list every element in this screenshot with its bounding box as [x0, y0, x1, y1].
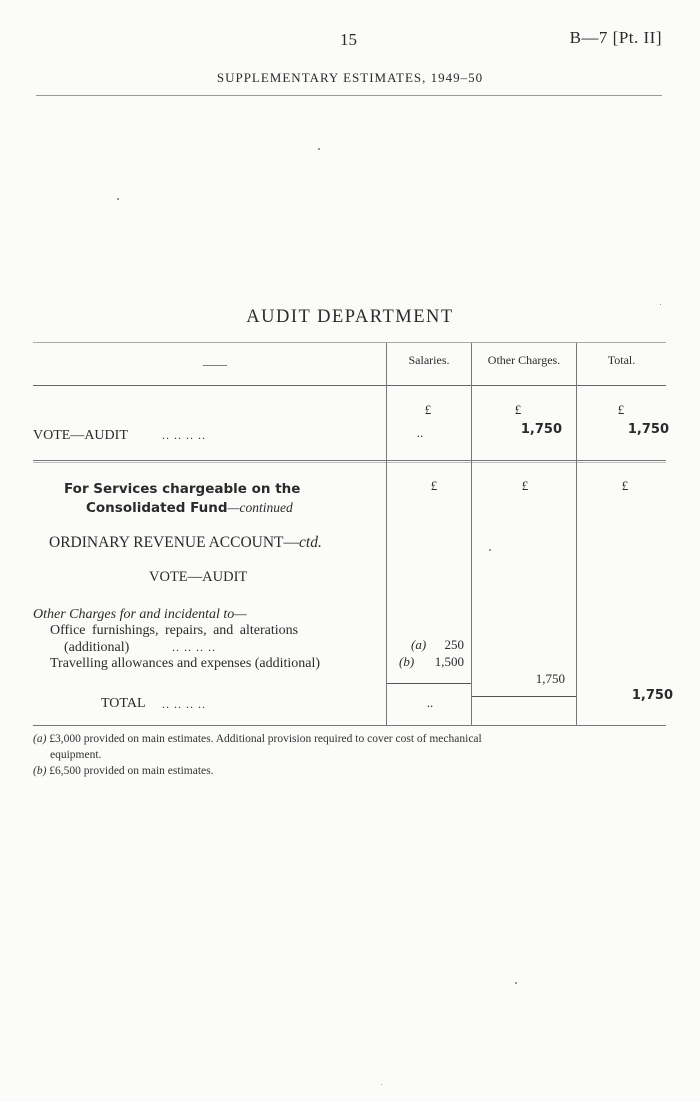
footnote-b-mark: (b) [33, 765, 47, 777]
item-2-salaries: 1,500 [434, 654, 464, 669]
section-heading-continued: —continued [227, 500, 293, 515]
summary-salaries: .. [416, 425, 424, 440]
table-top-rule [33, 342, 666, 343]
item-1-salaries: 250 [444, 637, 464, 652]
column-head-salaries: Salaries. [408, 353, 450, 367]
footnote-b-text: £6,500 provided on main estimates. [49, 765, 214, 777]
currency-salaries: £ [424, 402, 432, 417]
summary-total: 1,750 [627, 422, 669, 437]
currency-other-charges: £ [514, 402, 522, 417]
section-heading-line2 [86, 499, 293, 517]
scan-speck [489, 549, 491, 551]
item-1-note-mark: (a) [411, 637, 427, 652]
account-heading [49, 534, 322, 552]
detail-currency-other-charges: £ [521, 478, 529, 493]
scan-speck [515, 982, 517, 984]
footnote-b [33, 765, 213, 777]
document-reference: B—7 [Pt. II] [569, 28, 662, 47]
summary-rule-double [33, 462, 666, 463]
item-1-label-line2: (additional) [64, 640, 130, 655]
section-heading-fund: Consolidated Fund [86, 500, 228, 516]
stub-head: —— [203, 357, 227, 371]
column-head-other-charges: Other Charges. [487, 353, 561, 367]
subhead-other-charges: Other Charges for and incidental to— [33, 607, 247, 622]
column-head-rule [33, 385, 666, 386]
item-2-note-mark: (b) [399, 654, 415, 669]
total-total: 1,750 [631, 688, 673, 703]
summary-label: VOTE—AUDIT [33, 428, 128, 443]
footnote-a-mark: (a) [33, 733, 47, 745]
scan-speck [117, 198, 119, 200]
summary-rule [33, 460, 666, 461]
header-rule [36, 95, 662, 96]
item-1-leaders: .. .. .. .. [172, 640, 216, 654]
running-title: SUPPLEMENTARY ESTIMATES, 1949–50 [216, 70, 484, 85]
item-1-label-line1: Office furnishings, repairs, and alterations [50, 623, 299, 638]
detail-currency-total: £ [621, 478, 629, 493]
column-rule-salaries [386, 343, 387, 725]
summary-other-charges: 1,750 [520, 422, 562, 437]
currency-total: £ [617, 402, 625, 417]
column-rule-other-charges [471, 343, 472, 725]
table-bottom-rule [33, 725, 666, 726]
column-rule-total [576, 343, 577, 725]
page-number: 15 [340, 30, 357, 49]
total-leaders: .. .. .. .. [162, 697, 206, 711]
column-head-total: Total. [607, 353, 636, 367]
section-heading-line1: For Services chargeable on the [64, 481, 301, 497]
total-label: TOTAL [101, 696, 146, 711]
footnote-a [33, 733, 482, 745]
detail-currency-salaries: £ [430, 478, 438, 493]
account-heading-text: ORDINARY REVENUE ACCOUNT— [49, 534, 300, 551]
total-rule-salaries [387, 683, 471, 684]
vote-heading: VOTE—AUDIT [149, 569, 248, 585]
department-title: AUDIT DEPARTMENT [246, 307, 454, 327]
total-rule-other-charges [472, 696, 576, 697]
scan-speck [660, 304, 661, 305]
footnote-a-continuation: equipment. [50, 749, 102, 761]
scan-speck [318, 148, 320, 150]
account-heading-ctd: ctd. [299, 534, 322, 551]
summary-leaders: .. .. .. .. [162, 428, 206, 442]
total-salaries: .. [426, 695, 434, 710]
scan-speck [381, 1084, 382, 1085]
item-2-label: Travelling allowances and expenses (additional) [50, 656, 321, 671]
items-other-charges: 1,750 [535, 671, 565, 686]
footnote-a-text: £3,000 provided on main estimates. Additional provision required to cover cost of mechanical [49, 733, 482, 745]
